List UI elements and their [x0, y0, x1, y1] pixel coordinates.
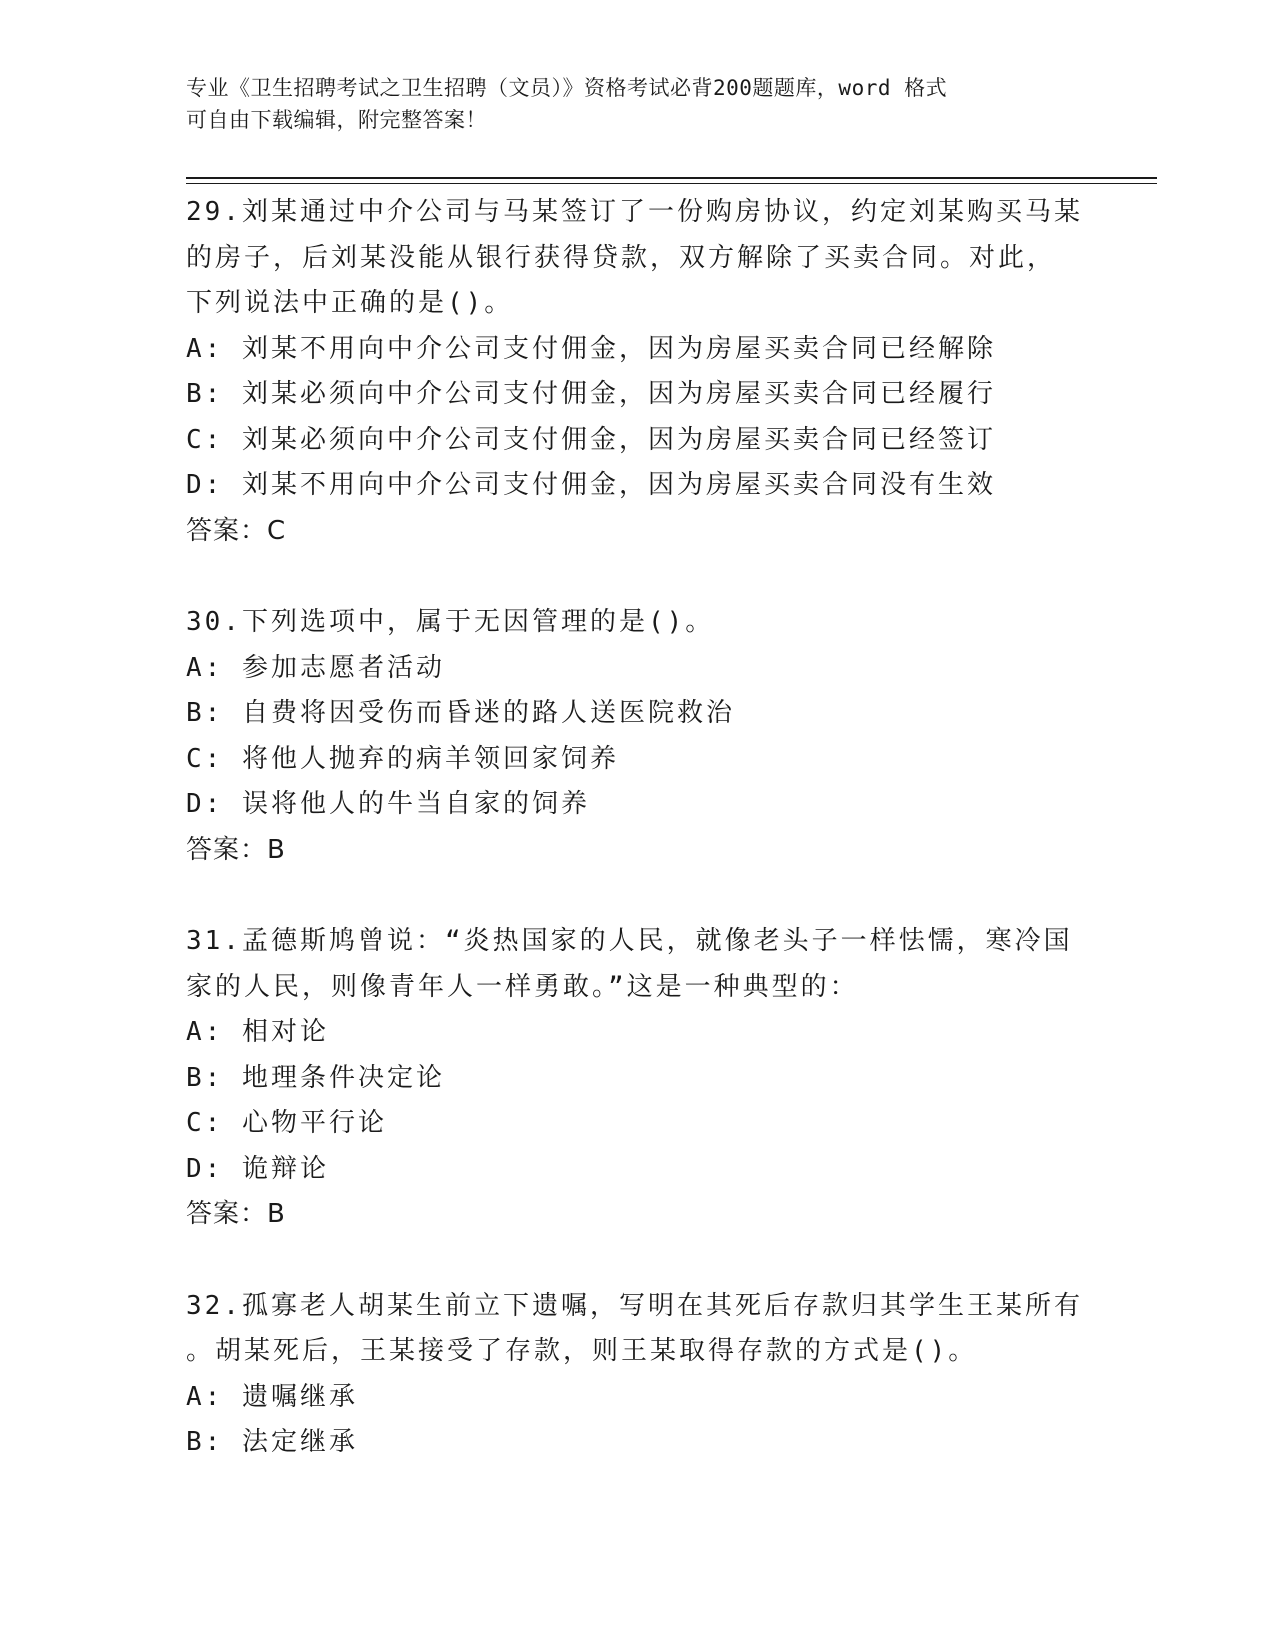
question-32	[186, 1284, 1086, 1466]
option-b: B: 自费将因受伤而昏迷的路人送医院救治	[186, 698, 735, 728]
header-line-2: 可自由下载编辑，附完整答案！	[186, 108, 487, 132]
option-d: D: 诡辩论	[186, 1153, 329, 1184]
option-a: A: 参加志愿者活动	[186, 652, 445, 683]
question-list	[186, 190, 1086, 1512]
option-b: B: 地理条件决定论	[186, 1062, 445, 1093]
question-29	[186, 190, 1086, 554]
header-divider-thin	[186, 183, 1157, 184]
option-d: D: 误将他人的牛当自家的饲养	[186, 789, 590, 819]
question-stem-line: 。胡某死后，王某接受了存款，则王某取得存款的方式是()。	[186, 1336, 978, 1366]
option-c: C: 将他人抛弃的病羊领回家饲养	[186, 743, 619, 774]
option-a: A: 刘某不用向中介公司支付佣金，因为房屋买卖合同已经解除	[186, 333, 996, 364]
option-b: B: 法定继承	[186, 1427, 358, 1457]
question-31	[186, 919, 1086, 1238]
question-stem-line: 家的人民，则像青年人一样勇敢。”这是一种典型的：	[186, 971, 859, 1002]
answer-text: 答案：C	[186, 515, 287, 546]
question-stem-line: 下列说法中正确的是()。	[186, 288, 514, 318]
option-d: D: 刘某不用向中介公司支付佣金，因为房屋买卖合同没有生效	[186, 470, 996, 500]
question-stem-line: 30.下列选项中，属于无因管理的是()。	[186, 607, 715, 637]
option-c: C: 心物平行论	[186, 1108, 387, 1138]
question-30	[186, 600, 1086, 873]
option-c: C: 刘某必须向中介公司支付佣金，因为房屋买卖合同已经签订	[186, 424, 996, 455]
question-stem-line: 的房子，后刘某没能从银行获得贷款，双方解除了买卖合同。对此，	[186, 242, 1057, 273]
option-a: A: 遗嘱继承	[186, 1381, 358, 1412]
question-stem-line: 32.孤寡老人胡某生前立下遗嘱，写明在其死后存款归其学生王某所有	[186, 1290, 1083, 1321]
question-stem-line: 29.刘某通过中介公司与马某签订了一份购房协议，约定刘某购买马某	[186, 197, 1083, 227]
header-line-1: 专业《卫生招聘考试之卫生招聘（文员）》资格考试必背200题题库，word 格式	[186, 76, 948, 100]
question-stem-line: 31.孟德斯鸠曾说：“炎热国家的人民，就像老头子一样怯懦，寒冷国	[186, 926, 1073, 956]
option-a: A: 相对论	[186, 1017, 329, 1047]
document-header	[186, 72, 1066, 136]
answer-text: 答案：B	[186, 834, 286, 865]
answer-text: 答案：B	[186, 1199, 286, 1229]
option-b: B: 刘某必须向中介公司支付佣金，因为房屋买卖合同已经履行	[186, 379, 996, 409]
header-divider-thick	[186, 177, 1157, 179]
